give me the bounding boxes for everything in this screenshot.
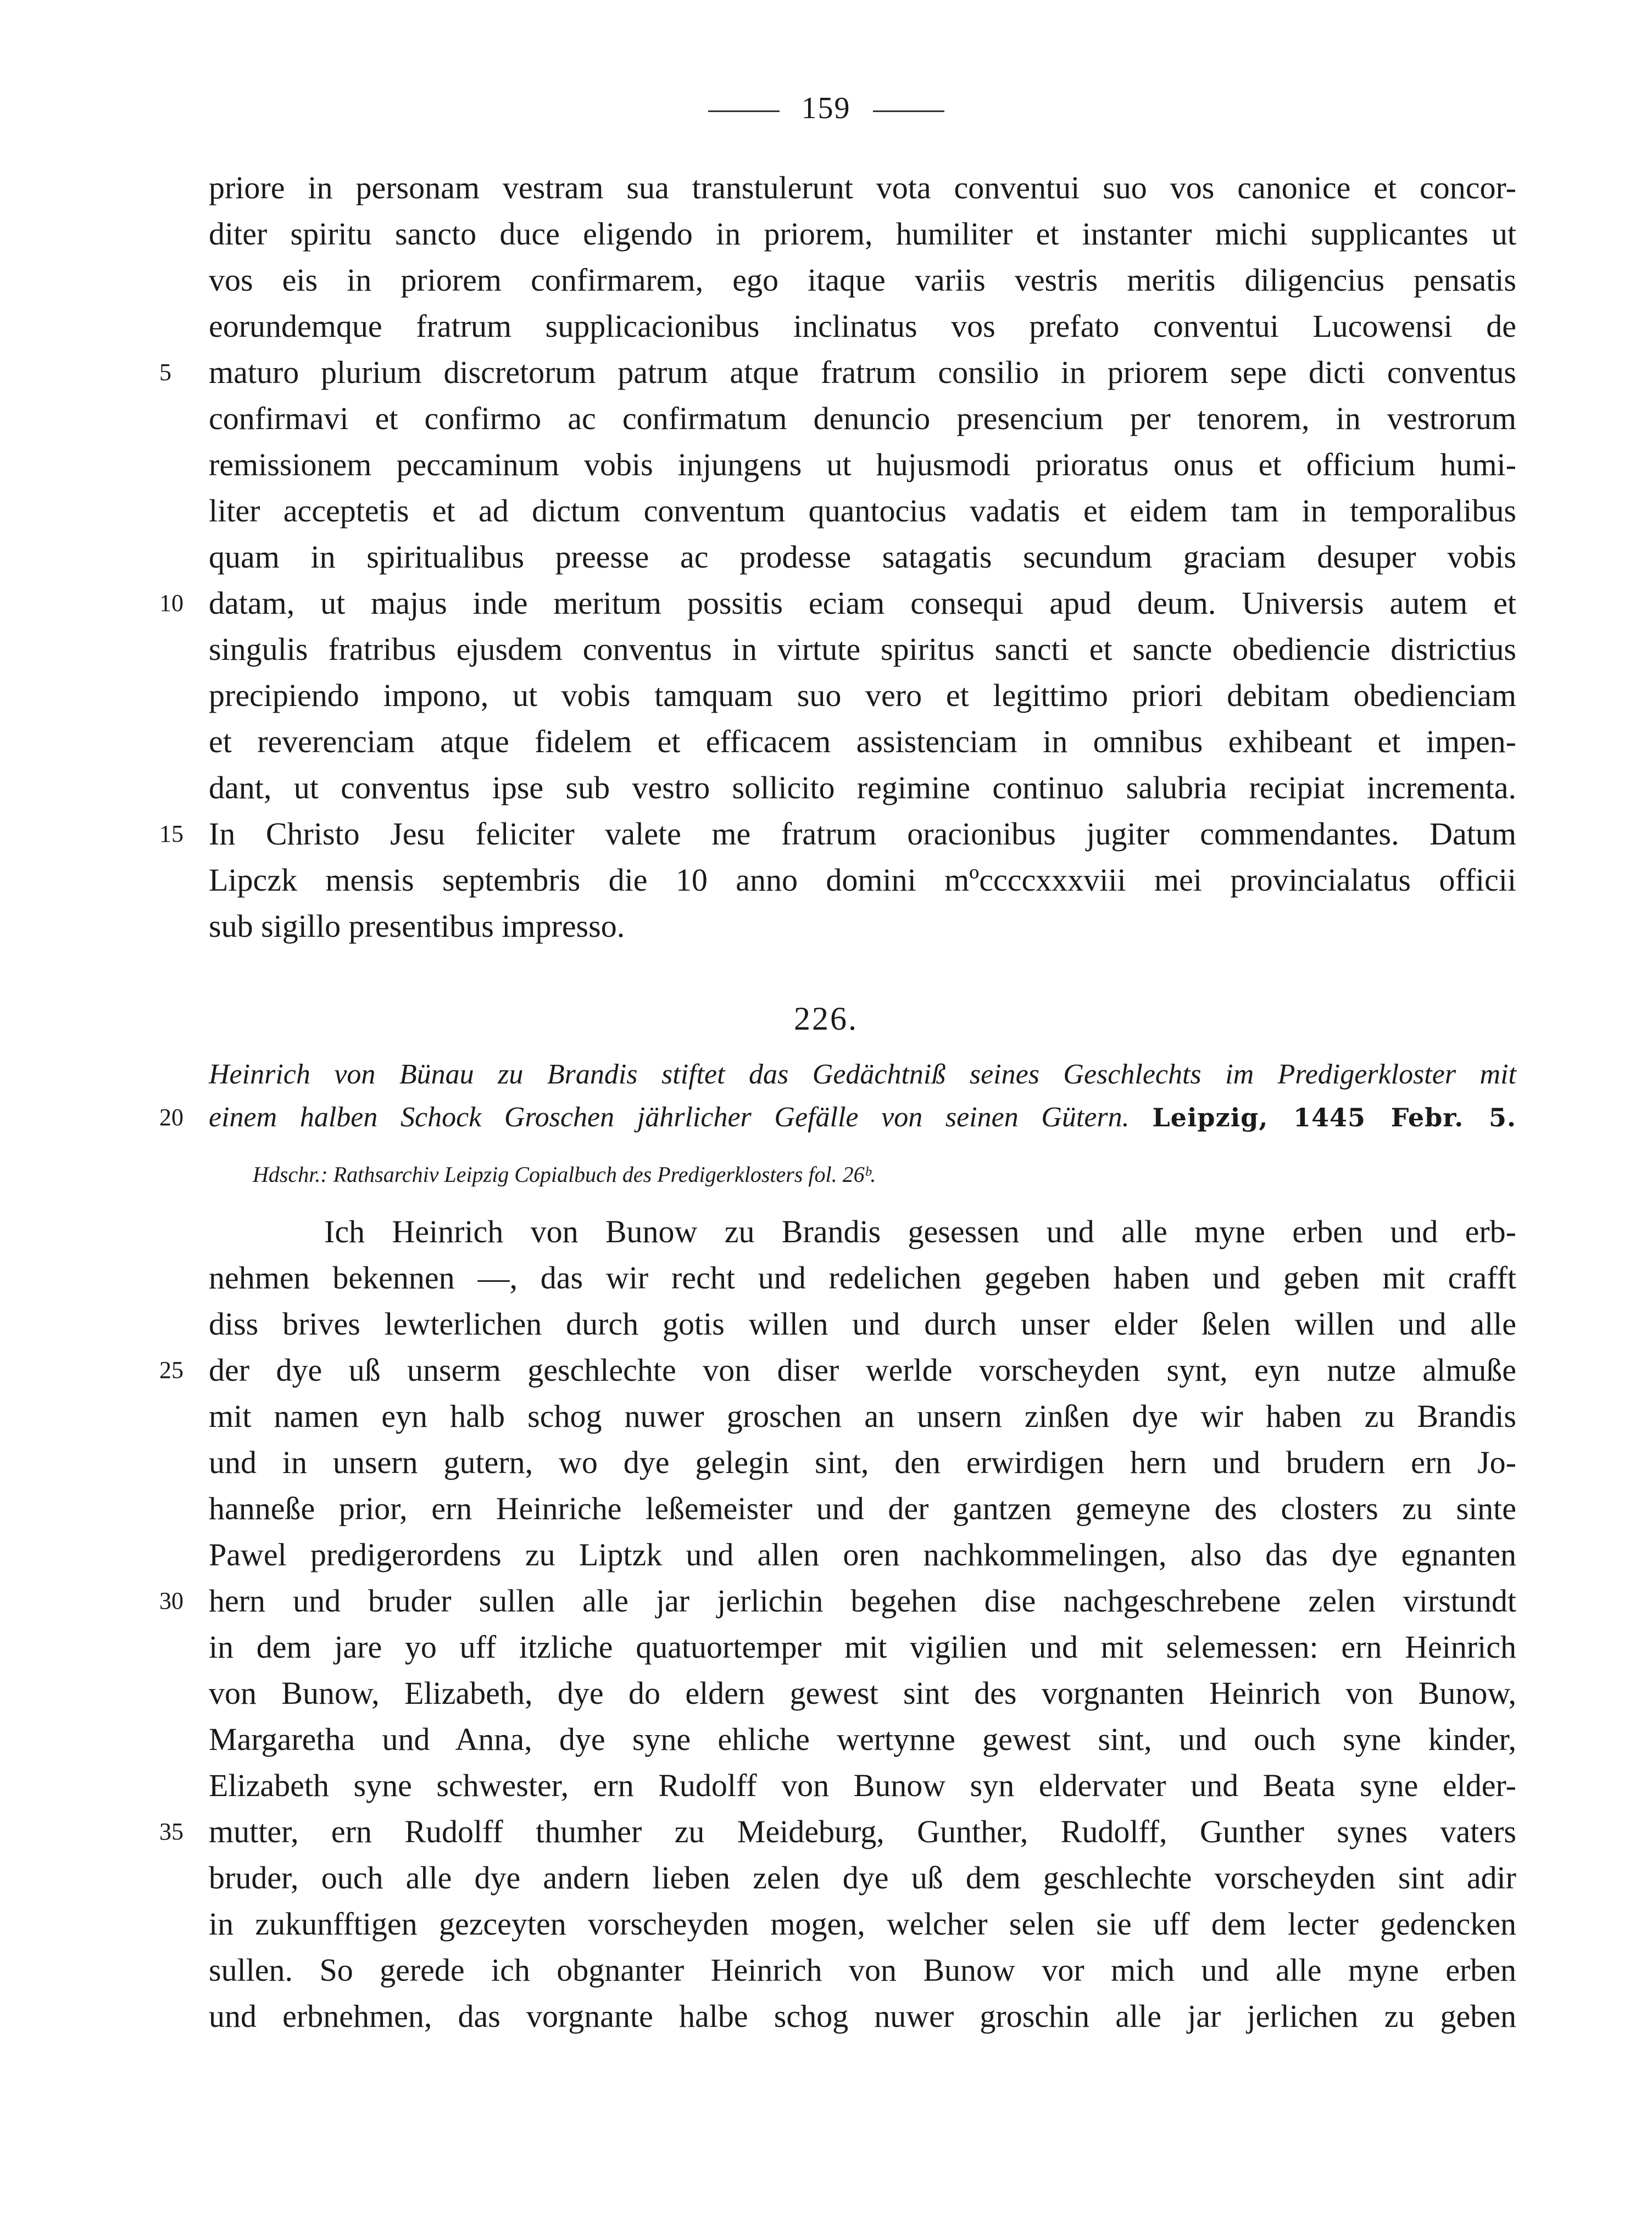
line-number: 20 xyxy=(159,1104,183,1131)
page-header xyxy=(0,91,1652,126)
text-line: mutter, ern Rudolff thumher zu Meideburg, Gunther, Rudolff, Gunther synes vaters xyxy=(209,1814,1516,1849)
text-line: sullen. So gerede ich obgnanter Heinrich von Bunow vor mich und alle myne erben xyxy=(209,1952,1516,1988)
text-line: Lipczk mensis septembris die 10 anno domini mºccccxxxviii mei provincialatus officii xyxy=(209,862,1516,898)
regest-line: Heinrich von Bünau zu Brandis stiftet das Gedächtniß seines Geschlechts im Predigerkloster mit xyxy=(209,1059,1516,1090)
line-number: 15 xyxy=(159,820,183,847)
document-number: 226. xyxy=(794,1001,858,1037)
text-line: nehmen bekennen —, das wir recht und redelichen gegeben haben und geben mit crafft xyxy=(209,1260,1516,1296)
regest-text: einem halben Schock Groschen jährlicher Gefälle von seinen Gütern. xyxy=(209,1102,1130,1133)
text-line: der dye uß unserm geschlechte von diser werlde vorscheyden synt, eyn nutze almuße xyxy=(209,1352,1516,1388)
header-rule-left xyxy=(708,110,780,112)
text-line: diter spiritu sancto duce eligendo in priorem, humiliter et instanter michi supplicantes ut xyxy=(209,216,1516,252)
text-line: in dem jare yo uff itzliche quatuortemper mit vigilien und mit selemessen: ern Heinrich xyxy=(209,1629,1516,1665)
text-line: dant, ut conventus ipse sub vestro sollicito regimine continuo salubria recipiat incrementa. xyxy=(209,770,1516,805)
text-line: Pawel predigerordens zu Liptzk und allen oren nachkommelingen, also das dye egnanten xyxy=(209,1537,1516,1572)
source-note: Hdschr.: Rathsarchiv Leipzig Copialbuch des Predigerklosters fol. 26ᵇ. xyxy=(253,1162,876,1187)
text-line: hern und bruder sullen alle jar jerlichin begehen dise nachgeschrebene zelen virstundt xyxy=(209,1583,1516,1619)
text-line: von Bunow, Elizabeth, dye do eldern gewest sint des vorgnanten Heinrich von Bunow, xyxy=(209,1675,1516,1711)
text-line: sub sigillo presentibus impresso. xyxy=(209,908,625,944)
text-line: und in unsern gutern, wo dye gelegin sint, den erwirdigen hern und brudern ern Jo- xyxy=(209,1444,1516,1480)
line-number: 25 xyxy=(159,1357,183,1383)
text-line: Elizabeth syne schwester, ern Rudolff von Bunow syn eldervater und Beata syne elder- xyxy=(209,1768,1516,1803)
text-line: eorundemque fratrum supplicacionibus inclinatus vos prefato conventui Lucowensi de xyxy=(209,308,1516,344)
text-line: mit namen eyn halb schog nuwer groschen an unsern zinßen dye wir haben zu Brandis xyxy=(209,1398,1516,1434)
text-line: quam in spiritualibus preesse ac prodesse satagatis secundum graciam desuper vobis xyxy=(209,539,1516,575)
text-line: liter acceptetis et ad dictum conventum quantocius vadatis et eidem tam in temporalibus xyxy=(209,493,1516,529)
text-line: vos eis in priorem confirmarem, ego itaque variis vestris meritis diligencius pensatis xyxy=(209,262,1516,298)
text-line: und erbnehmen, das vorgnante halbe schog nuwer groschin alle jar jerlichen zu geben xyxy=(209,1998,1516,2034)
line-number: 35 xyxy=(159,1818,183,1845)
line-number: 10 xyxy=(159,590,183,616)
text-line: singulis fratribus ejusdem conventus in virtute spiritus sancti et sancte obediencie districtius xyxy=(209,631,1516,667)
text-line: in zukunfftigen gezceyten vorscheyden mogen, welcher selen sie uff dem lecter gedencken xyxy=(209,1906,1516,1942)
text-line: diss brives lewterlichen durch gotis willen und durch unser elder ßelen willen und alle xyxy=(209,1306,1516,1342)
text-line: et reverenciam atque fidelem et efficacem assistenciam in omnibus exhibeant et impen- xyxy=(209,724,1516,759)
text-line: datam, ut majus inde meritum possitis eciam consequi apud deum. Universis autem et xyxy=(209,585,1516,621)
text-line: confirmavi et confirmo ac confirmatum denuncio presencium per tenorem, in vestrorum xyxy=(209,401,1516,436)
line-number: 5 xyxy=(159,359,171,386)
place-date: Leipzig, 1445 Febr. 5. xyxy=(1152,1103,1517,1132)
text-line: bruder, ouch alle dye andern lieben zelen dye uß dem geschlechte vorscheyden sint adir xyxy=(209,1860,1516,1896)
text-line: remissionem peccaminum vobis injungens ut hujusmodi prioratus onus et officium humi- xyxy=(209,447,1516,482)
text-line: maturo plurium discretorum patrum atque fratrum consilio in priorem sepe dicti conventus xyxy=(209,354,1516,390)
text-line: hanneße prior, ern Heinriche leßemeister und der gantzen gemeyne des closters zu sinte xyxy=(209,1491,1516,1526)
header-rule-right xyxy=(873,110,944,112)
text-line: Ich Heinrich von Bunow zu Brandis gesessen und alle myne erben und erb- xyxy=(324,1214,1516,1249)
page-number: 159 xyxy=(801,91,851,125)
line-number: 30 xyxy=(159,1587,183,1614)
text-line: priore in personam vestram sua transtulerunt vota conventui suo vos canonice et concor- xyxy=(209,170,1516,205)
text-line: Margaretha und Anna, dye syne ehliche wertynne gewest sint, und ouch syne kinder, xyxy=(209,1721,1516,1757)
text-line: precipiendo impono, ut vobis tamquam suo vero et legittimo priori debitam obedienciam xyxy=(209,677,1516,713)
text-line: In Christo Jesu feliciter valete me fratrum oracionibus jugiter commendantes. Datum xyxy=(209,816,1516,852)
regest-line xyxy=(209,1097,1516,1138)
